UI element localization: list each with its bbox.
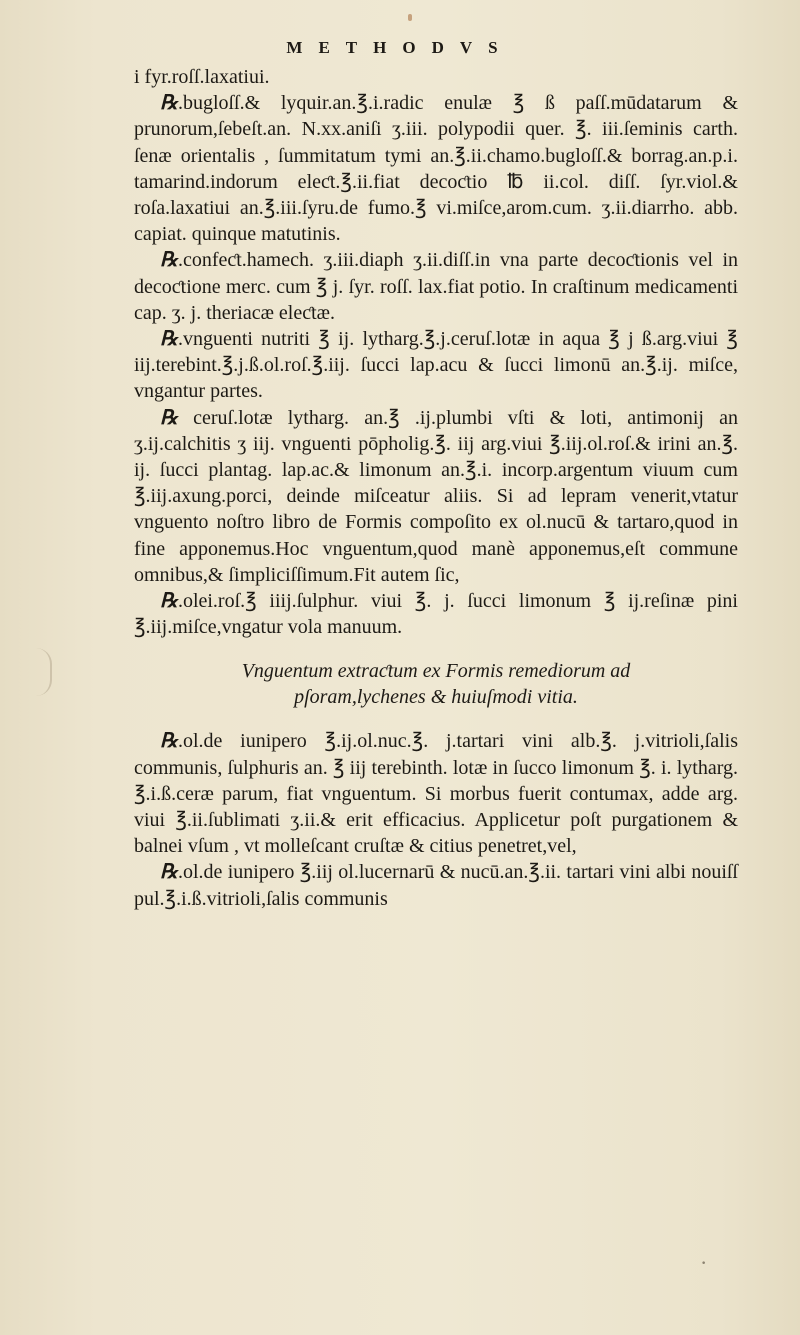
- recipe-paragraph: ℞.olei.roſ.℥ iiij.ſulphur. viui ℥. j. ſucci limonum ℥ ij.reſinæ pini ℥.iij.miſce,vngatur vola manuum.: [134, 590, 738, 639]
- recipe-symbol: ℞: [160, 590, 178, 613]
- recipe-paragraph: ℞.ol.de iunipero ℥.iij ol.lucernarū & nucū.an.℥.ii. tartari vini albi nouiſſ pul.℥.i.ß.vitrioli,ſalis communis: [134, 861, 738, 910]
- recipe-symbol: ℞: [160, 249, 178, 272]
- recipe-symbol: ℞: [160, 861, 178, 884]
- recipe-paragraph: ℞.ol.de iunipero ℥.ij.ol.nuc.℥. j.tartari vini alb.℥. j.vitrioli,ſalis communis, ſulphuris an. ℥ iij terebinth. lotæ in ſucco limonum ℥. i. lytharg. ℥.i.ß.ceræ parum, fiat vnguentum. Si morbus fuerit contumax, adde arg. viui ℥.ii.ſublimati ʒ.ii.& erit efficacius. Applicetur poſt purgationem & balnei vſum , vt molleſcant cruſtæ & citius penetret,vel,: [134, 730, 738, 858]
- recipe-symbol: ℞: [160, 92, 178, 115]
- body-text: [134, 64, 738, 912]
- paragraph: i fyr.roſſ.laxatiui.: [134, 66, 270, 88]
- recipe-paragraph: ℞ ceruſ.lotæ lytharg. an.℥ .ij.plumbi vſti & loti, antimonij an ʒ.ij.calchitis ʒ iij. vnguenti pōpholig.℥. iij arg.viui ℥.iij.ol.roſ.& irini an.℥. ij. ſucci plantag. lap.ac.& limonum an.℥.i. incorp.argentum viuum cum ℥.iij.axung.porci, deinde miſceatur aliis. Si ad lepram venerit,vtatur vnguento noſtro libro de Formis compoſito ex ol.nucū & tartaro,quod in fine apponemus.Hoc vnguentum,quod manè apponemus,eſt commune omnibus,& ſimpliciſſimum.Fit autem ſic,: [134, 406, 738, 586]
- recipe-paragraph: ℞.vnguenti nutriti ℥ ij. lytharg.℥.j.ceruſ.lotæ in aqua ℥ j ß.arg.viui ℥ iij.terebint.℥.j.ß.ol.roſ.℥.iij. ſucci lap.acu & ſucci limonū an.℥.ij. miſce, vngantur partes.: [134, 328, 738, 403]
- recipe-symbol: ℞: [160, 328, 178, 351]
- section-heading: Vnguentum extraƈtum ex Formis remediorum ad pſoram,lychenes & huiuſmodi vitia.: [241, 660, 631, 709]
- recipe-symbol: ℞: [160, 730, 178, 753]
- recipe-paragraph: ℞.confeƈt.hamech. ʒ.iii.diaph ʒ.ii.diſſ.in vna parte decoƈtionis vel in decoƈtione merc. cum ℥ j. ſyr. roſſ. lax.fiat potio. In craſtinum medicamenti cap. ʒ. j. theriacæ eleƈtæ.: [134, 249, 738, 324]
- paper-smudge-mark: ·: [700, 1250, 708, 1275]
- recipe-paragraph: ℞.bugloſſ.& lyquir.an.℥.i.radic enulæ ℥ ß paſſ.mūdatarum & prunorum,ſebeſt.an. N.xx.aniſi ʒ.iii. polypodii quer. ℥. iii.ſeminis carth. ſenæ orientalis , ſummitatum tymi an.℥.ii.chamo.bugloſſ.& borrag.an.p.i. tamarind.indorum eleƈt.℥.ii.fiat decoƈtio ℔ ii.col. diſſ. ſyr.viol.& roſa.laxatiui an.℥.iii.ſyru.de fumo.℥ vi.miſce,arom.cum. ʒ.ii.diarrho. abb. capiat. quinque matutinis.: [134, 92, 738, 246]
- margin-bracket-mark: [36, 648, 52, 696]
- running-head: METHODVS: [286, 38, 514, 57]
- recipe-symbol: ℞: [160, 406, 178, 429]
- ink-mark: [408, 14, 412, 21]
